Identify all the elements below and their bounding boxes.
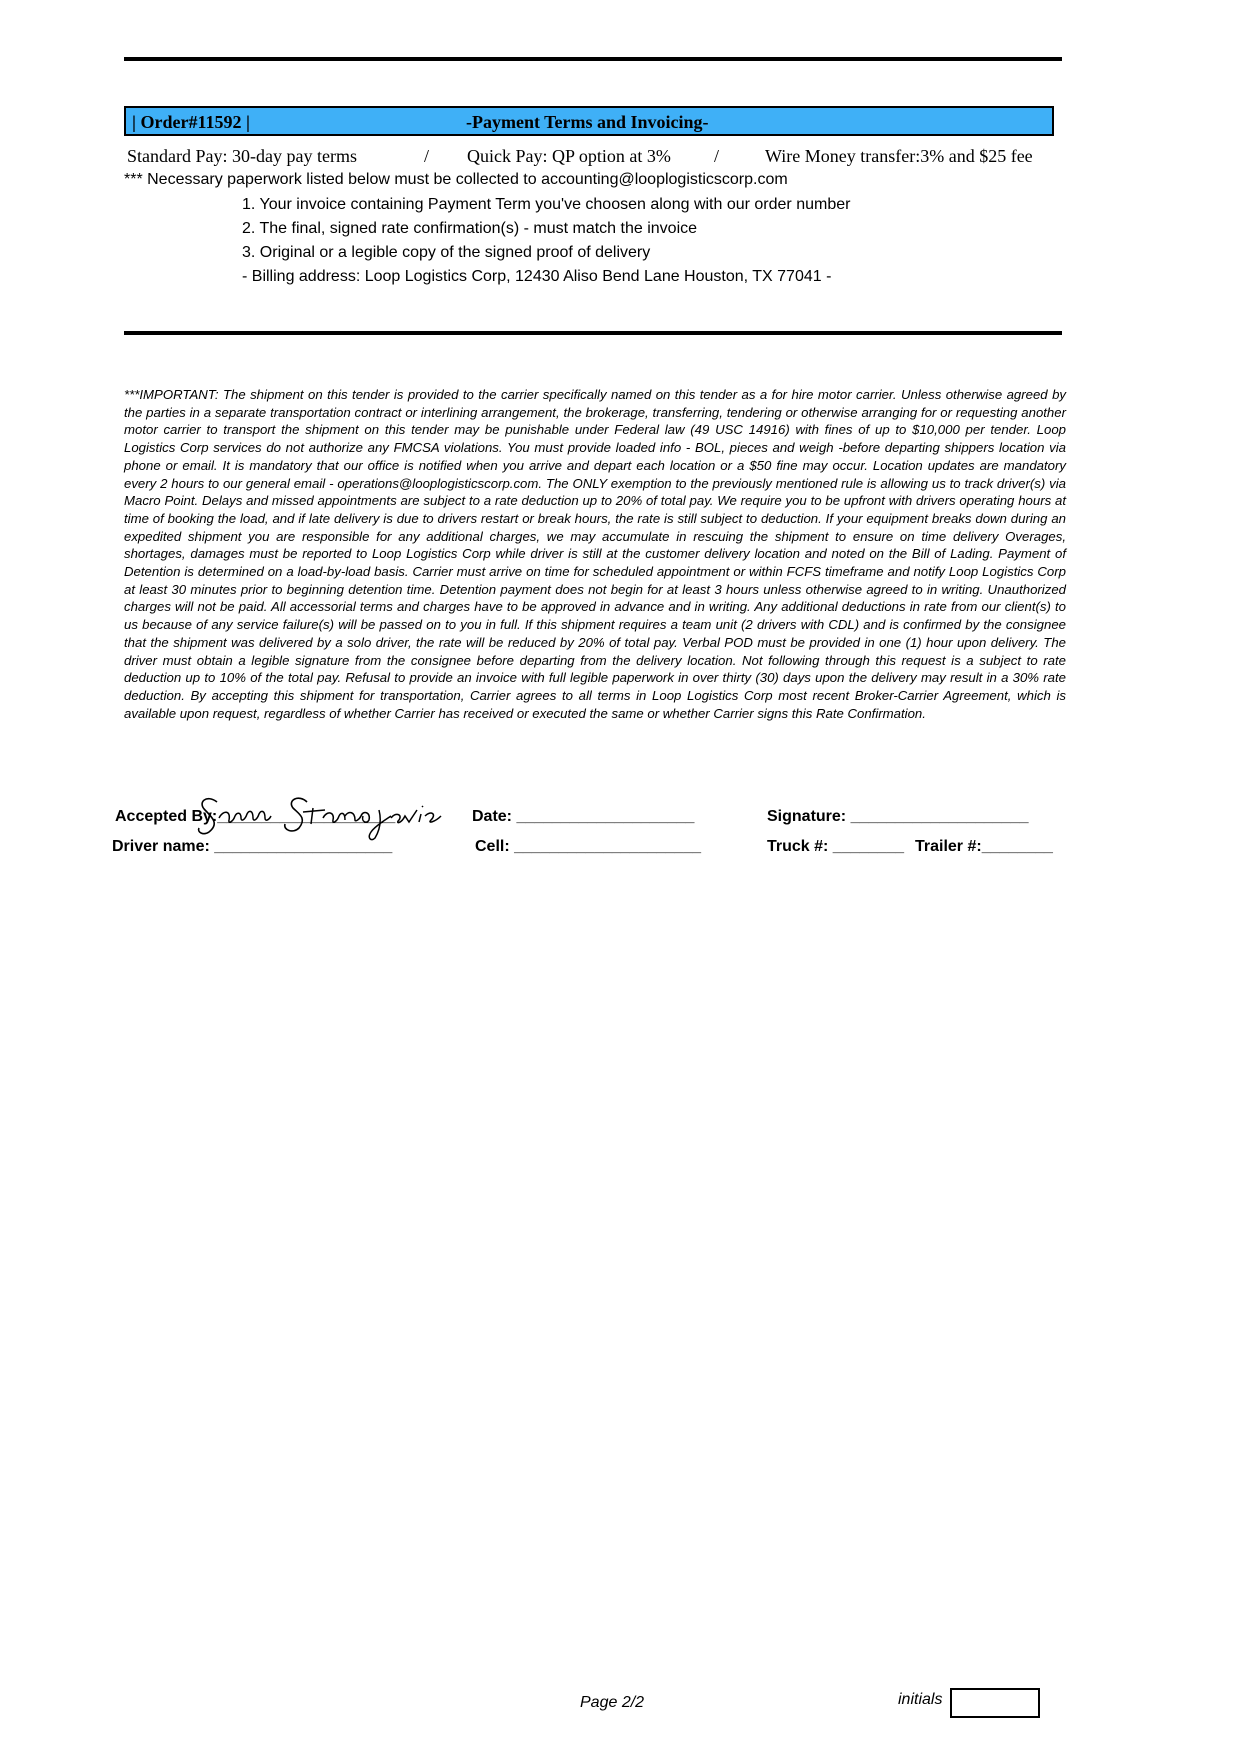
initials-box[interactable] (950, 1688, 1040, 1718)
cell-field: Cell: _____________________ (475, 838, 701, 855)
top-divider (124, 57, 1062, 61)
standard-pay: Standard Pay: 30-day pay terms (127, 146, 357, 166)
accepted-by-field: Accepted By:____________________ (115, 808, 396, 825)
paperwork-list (242, 195, 850, 291)
initials-label: initials (898, 1691, 943, 1708)
driver-name-field: Driver name: ____________________ (112, 838, 393, 855)
paperwork-note: *** Necessary paperwork listed below must be collected to accounting@looplogisticscorp.com (124, 171, 788, 188)
order-header-bar (124, 106, 1054, 136)
date-field: Date: ____________________ (472, 808, 695, 825)
payment-terms-line (127, 146, 1057, 170)
list-item: 1. Your invoice containing Payment Term you've choosen along with our order number (242, 196, 851, 213)
order-number: | Order#11592 | (132, 112, 250, 132)
terms-separator: / (424, 146, 430, 166)
bottom-divider (124, 331, 1062, 335)
list-item: 3. Original or a legible copy of the signed proof of delivery (242, 244, 651, 261)
important-terms-paragraph: ***IMPORTANT: The shipment on this tender is provided to the carrier specifically named on this tender as a for hire motor carrier. Unless otherwise agreed by the parties in a separate transportation contract or interlining arrangement, the brokerage, transferring, tendering or otherwise arranging for or requesting another motor carrier to transport the shipment on this tender may be punishable under Federal law (49 USC 14916) with fines of up to $10,000 per tender. Loop Logistics Corp services do not authorize any FMCSA violations. You must provide loaded info - BOL, pieces and weigh -before departing shippers location via phone or email. It is mandatory that our office is notified when you arrive and depart each location or a $50 fine may occur. Location updates are mandatory every 2 hours to our general email - operations@looplogisticscorp.com. The ONLY exemption to the previously mentioned rule is allowing us to track driver(s) via Macro Point. Delays and missed appointments are subject to a rate deduction up to 20% of total pay. We require you to be upfront with drivers operating hours at time of booking the load, and if late delivery is due to drivers restart or break hours, the rate is still subject to deduction. If your equipment breaks down during an expedited shipment you are responsible for any additional charges, we may accumulate in rescuing the shipment to ensure on time delivery Overages, shortages, damages must be reported to Loop Logistics Corp while driver is still at the customer delivery location and noted on the Bill of Lading. Payment of Detention is determined on a load-by-load basis. Carrier must arrive on time for scheduled appointment or within FCFS timeframe and notify Loop Logistics Corp at least 30 minutes prior to beginning detention time. Detention payment does not begin for at least 3 hours unless otherwise agreed to in writing. Unauthorized charges will not be paid. All accessorial terms and charges have to be approved in advance and in writing. Any additional deductions in rate from our client(s) to us because of any service failure(s) will be passed on to you in full. If this shipment requires a team unit (2 drivers with CDL) and is confirmed by the consignee that the shipment was delivered by a solo driver, the rate will be reduced by 20% of total pay. Verbal POD must be provided in one (1) hour upon delivery. The driver must obtain a legible signature from the consignee before departing from the delivery location. Not following through this request is a subject to rate deduction up to 10% of the total pay. Refusal to provide an invoice with full legible paperwork in over thirty (30) days upon the delivery may result in a 30% rate deduction. By accepting this shipment for transportation, Carrier agrees to all terms in Loop Logistics Corp most recent Broker-Carrier Agreement, which is available upon request, regardless of whether Carrier has received or executed the same or whether Carrier signs this Rate Confirmation. (124, 387, 1066, 721)
signature-field: Signature: ____________________ (767, 808, 1029, 825)
terms-separator: / (714, 146, 720, 166)
list-item: - Billing address: Loop Logistics Corp, 12430 Aliso Bend Lane Houston, TX 77041 - (242, 268, 832, 285)
section-title: -Payment Terms and Invoicing- (466, 112, 709, 132)
wire-transfer: Wire Money transfer:3% and $25 fee (765, 146, 1033, 166)
quick-pay: Quick Pay: QP option at 3% (467, 146, 671, 166)
list-item: 2. The final, signed rate confirmation(s) - must match the invoice (242, 220, 698, 237)
trailer-field: Trailer #:________ (915, 838, 1053, 855)
handwritten-signature (195, 788, 475, 842)
truck-field: Truck #: ________ (767, 838, 904, 855)
page-number: Page 2/2 (580, 1694, 645, 1711)
